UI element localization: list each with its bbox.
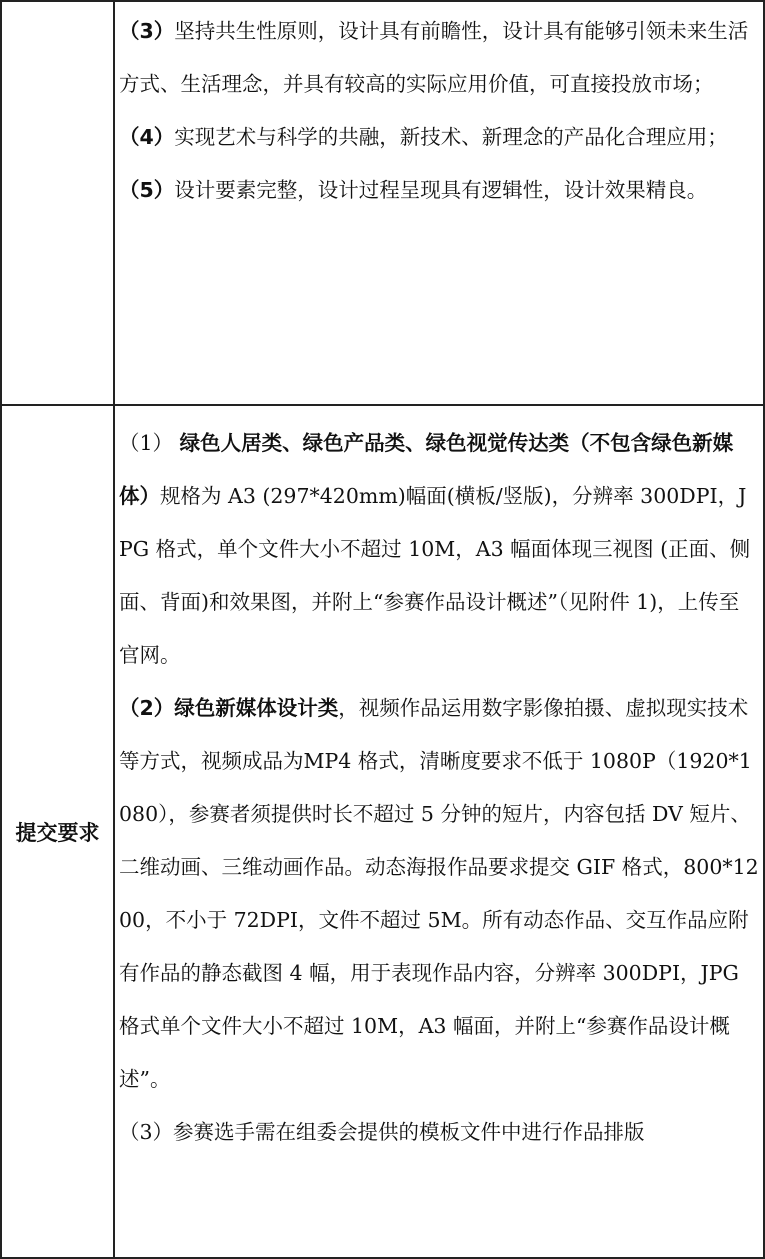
item-number: （3） bbox=[119, 19, 175, 43]
content-cell bbox=[114, 405, 764, 1258]
item-number: （3） bbox=[119, 1120, 174, 1144]
item-number: （4） bbox=[119, 125, 175, 149]
criteria-item-3 bbox=[119, 5, 759, 111]
item-text: 设计要素完整，设计过程呈现具有逻辑性，设计效果精良。 bbox=[174, 178, 708, 202]
content-cell bbox=[114, 1, 764, 405]
row-label-cell bbox=[1, 405, 114, 1258]
table-row bbox=[1, 1, 764, 405]
item-text: 规格为 A3 (297*420mm)幅面(横板/竖版)，分辨率 300DPI，JPG 格式，单个文件大小不超过 10M，A3 幅面体现三视图 (正面、侧面、背面)和效果图，并附上“参赛作品设计概述”（见附件 1)，上传至官网。 bbox=[119, 484, 751, 667]
item-bold-text: 绿色新媒体设计类 bbox=[174, 696, 339, 720]
item-number: （1） bbox=[119, 431, 174, 455]
criteria-item-5 bbox=[119, 164, 759, 217]
requirement-item-2 bbox=[119, 682, 759, 1106]
item-text: 参赛选手需在组委会提供的模板文件中进行作品排版 bbox=[173, 1120, 645, 1144]
criteria-item-4 bbox=[119, 111, 759, 164]
item-number: （2） bbox=[119, 696, 175, 720]
item-number: （5） bbox=[119, 178, 175, 202]
row-label-cell bbox=[1, 1, 114, 405]
item-bold-text: 绿色人居类、绿色产品类、绿色视觉传达类（不包含绿色新媒体） bbox=[119, 431, 734, 508]
requirement-item-3 bbox=[119, 1106, 759, 1159]
item-text: 实现艺术与科学的共融，新技术、新理念的产品化合理应用； bbox=[174, 125, 728, 149]
table-row bbox=[1, 405, 764, 1258]
submission-requirements-label: 提交要求 bbox=[15, 820, 100, 845]
requirement-item-1 bbox=[119, 417, 759, 682]
item-text: ，视频作品运用数字影像拍摄、虚拟现实技术等方式，视频成品为MP4 格式，清晰度要求不低于 1080P（1920*1080），参赛者须提供时长不超过 5 分钟的短片，内容包括 DV 短片、二维动画、三维动画作品。动态海报作品要求提交 GIF 格式，800*1200，不小于 72DPI，文件不超过 5M。所有动态作品、交互作品应附有作品的静态截图 4 幅，用于表现作品内容，分辨率 300DPI，JPG 格式单个文件大小不超过 10M，A3 幅面，并附上“参赛作品设计概述”。 bbox=[119, 696, 759, 1091]
item-text: 坚持共生性原则，设计具有前瞻性，设计具有能够引领未来生活方式、生活理念，并具有较高的实际应用价值，可直接投放市场； bbox=[119, 19, 749, 96]
